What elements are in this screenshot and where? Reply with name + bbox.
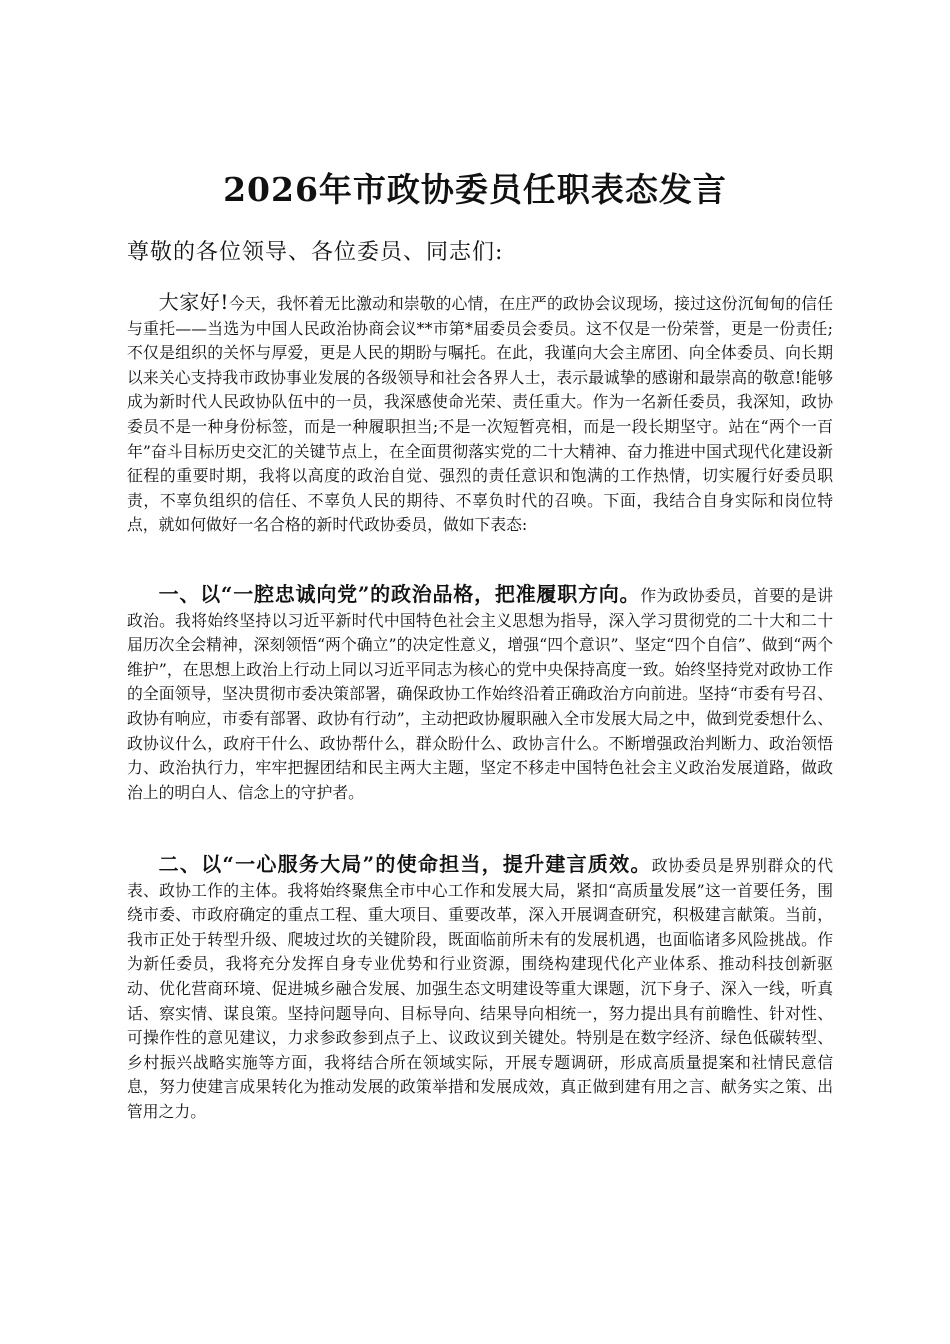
intro-text: 今天，我怀着无比激动和崇敬的心情，在庄严的政协会议现场，接过这份沉甸甸的信任与重托——当选为中国人民政治协商会议**市第*届委员会委员。这不仅是一份荣誉，更是一份责任;不仅是组织的关怀与厚爱，更是人民的期盼与嘱托。在此，我谨向大会主席团、向全体委员、向长期以来关心支持我市政协事业发展的各级领导和社会各界人士，表示最诚挚的感谢和最崇高的敬意!能够成为新时代人民政协队伍中的一员，我深感使命光荣、责任重大。作为一名新任委员，我深知，政协委员不是一种身份标签，而是一种履职担当;不是一次短暂亮相，而是一段长期坚守。站在“两个一百年”奋斗目标历史交汇的关键节点上，在全面贯彻落实党的二十大精神、奋力推进中国式现代化建设新征程的重要时期，我将以高度的政治自觉、强烈的责任意识和饱满的工作热情，切实履行好委员职责，不辜负组织的信任、不辜负人民的期待、不辜负时代的召唤。下面，我结合自身实际和岗位特点，就如何做好一名合格的新时代政协委员，做如下表态:	[127, 294, 833, 535]
section-text-1: 作为政协委员，首要的是讲政治。我将始终坚持以习近平新时代中国特色社会主义思想为指导，深入学习贯彻党的二十大和二十届历次全会精神，深刻领悟“两个确立”的决定性意义，增强“四个意识”、坚定“四个自信”、做到“两个维护”，在思想上政治上行动上同以习近平同志为核心的党中央保持高度一致。始终坚持党对政协工作的全面领导，坚决贯彻市委决策部署，确保政协工作始终沿着正确政治方向前进。坚持“市委有号召、政协有响应，市委有部署、政协有行动”，主动把政协履职融入全市发展大局之中，做到党委想什么、政协议什么，政府干什么、政协帮什么，群众盼什么、政协言什么。不断增强政治判断力、政治领悟力、政治执行力，牢牢把握团结和民主两大主题，坚定不移走中国特色社会主义政治发展道路，做政治上的明白人、信念上的守护者。	[127, 586, 833, 802]
section-heading-2: 二、以“一心服务大局”的使命担当，提升建言质效。	[158, 852, 652, 876]
intro-paragraph	[127, 290, 833, 538]
salutation: 尊敬的各位领导、各位委员、同志们:	[127, 240, 504, 265]
section-paragraph-1	[127, 582, 833, 805]
section-text-2: 政协委员是界别群众的代表、政协工作的主体。我将始终聚焦全市中心工作和发展大局，紧扣“高质量发展”这一首要任务，围绕市委、市政府确定的重点工程、重大项目、重要改革，深入开展调查研究，积极建言献策。当前，我市正处于转型升级、爬坡过坎的关键阶段，既面临前所未有的发展机遇，也面临诸多风险挑战。作为新任委员，我将充分发挥自身专业优势和行业资源，围绕构建现代化产业体系、推动科技创新驱动、优化营商环境、促进城乡融合发展、加强生态文明建设等重大课题，沉下身子、深入一线，听真话、察实情、谋良策。坚持问题导向、目标导向、结果导向相统一，努力提出具有前瞻性、针对性、可操作性的意见建议，力求参政参到点子上、议政议到关键处。特别是在数字经济、绿色低碳转型、乡村振兴战略实施等方面，我将结合所在领域实际，开展专题调研，形成高质量提案和社情民意信息，努力使建言成果转化为推动发展的政策举措和发展成效，真正做到建有用之言、献务实之策、出管用之力。	[127, 856, 833, 1121]
document-title: 2026年市政协委员任职表态发言	[223, 170, 727, 209]
greeting-lead: 大家好!	[158, 290, 229, 314]
section-heading-1: 一、以“一腔忠诚向党”的政治品格，把准履职方向。	[158, 582, 641, 606]
section-paragraph-2	[127, 852, 833, 1125]
